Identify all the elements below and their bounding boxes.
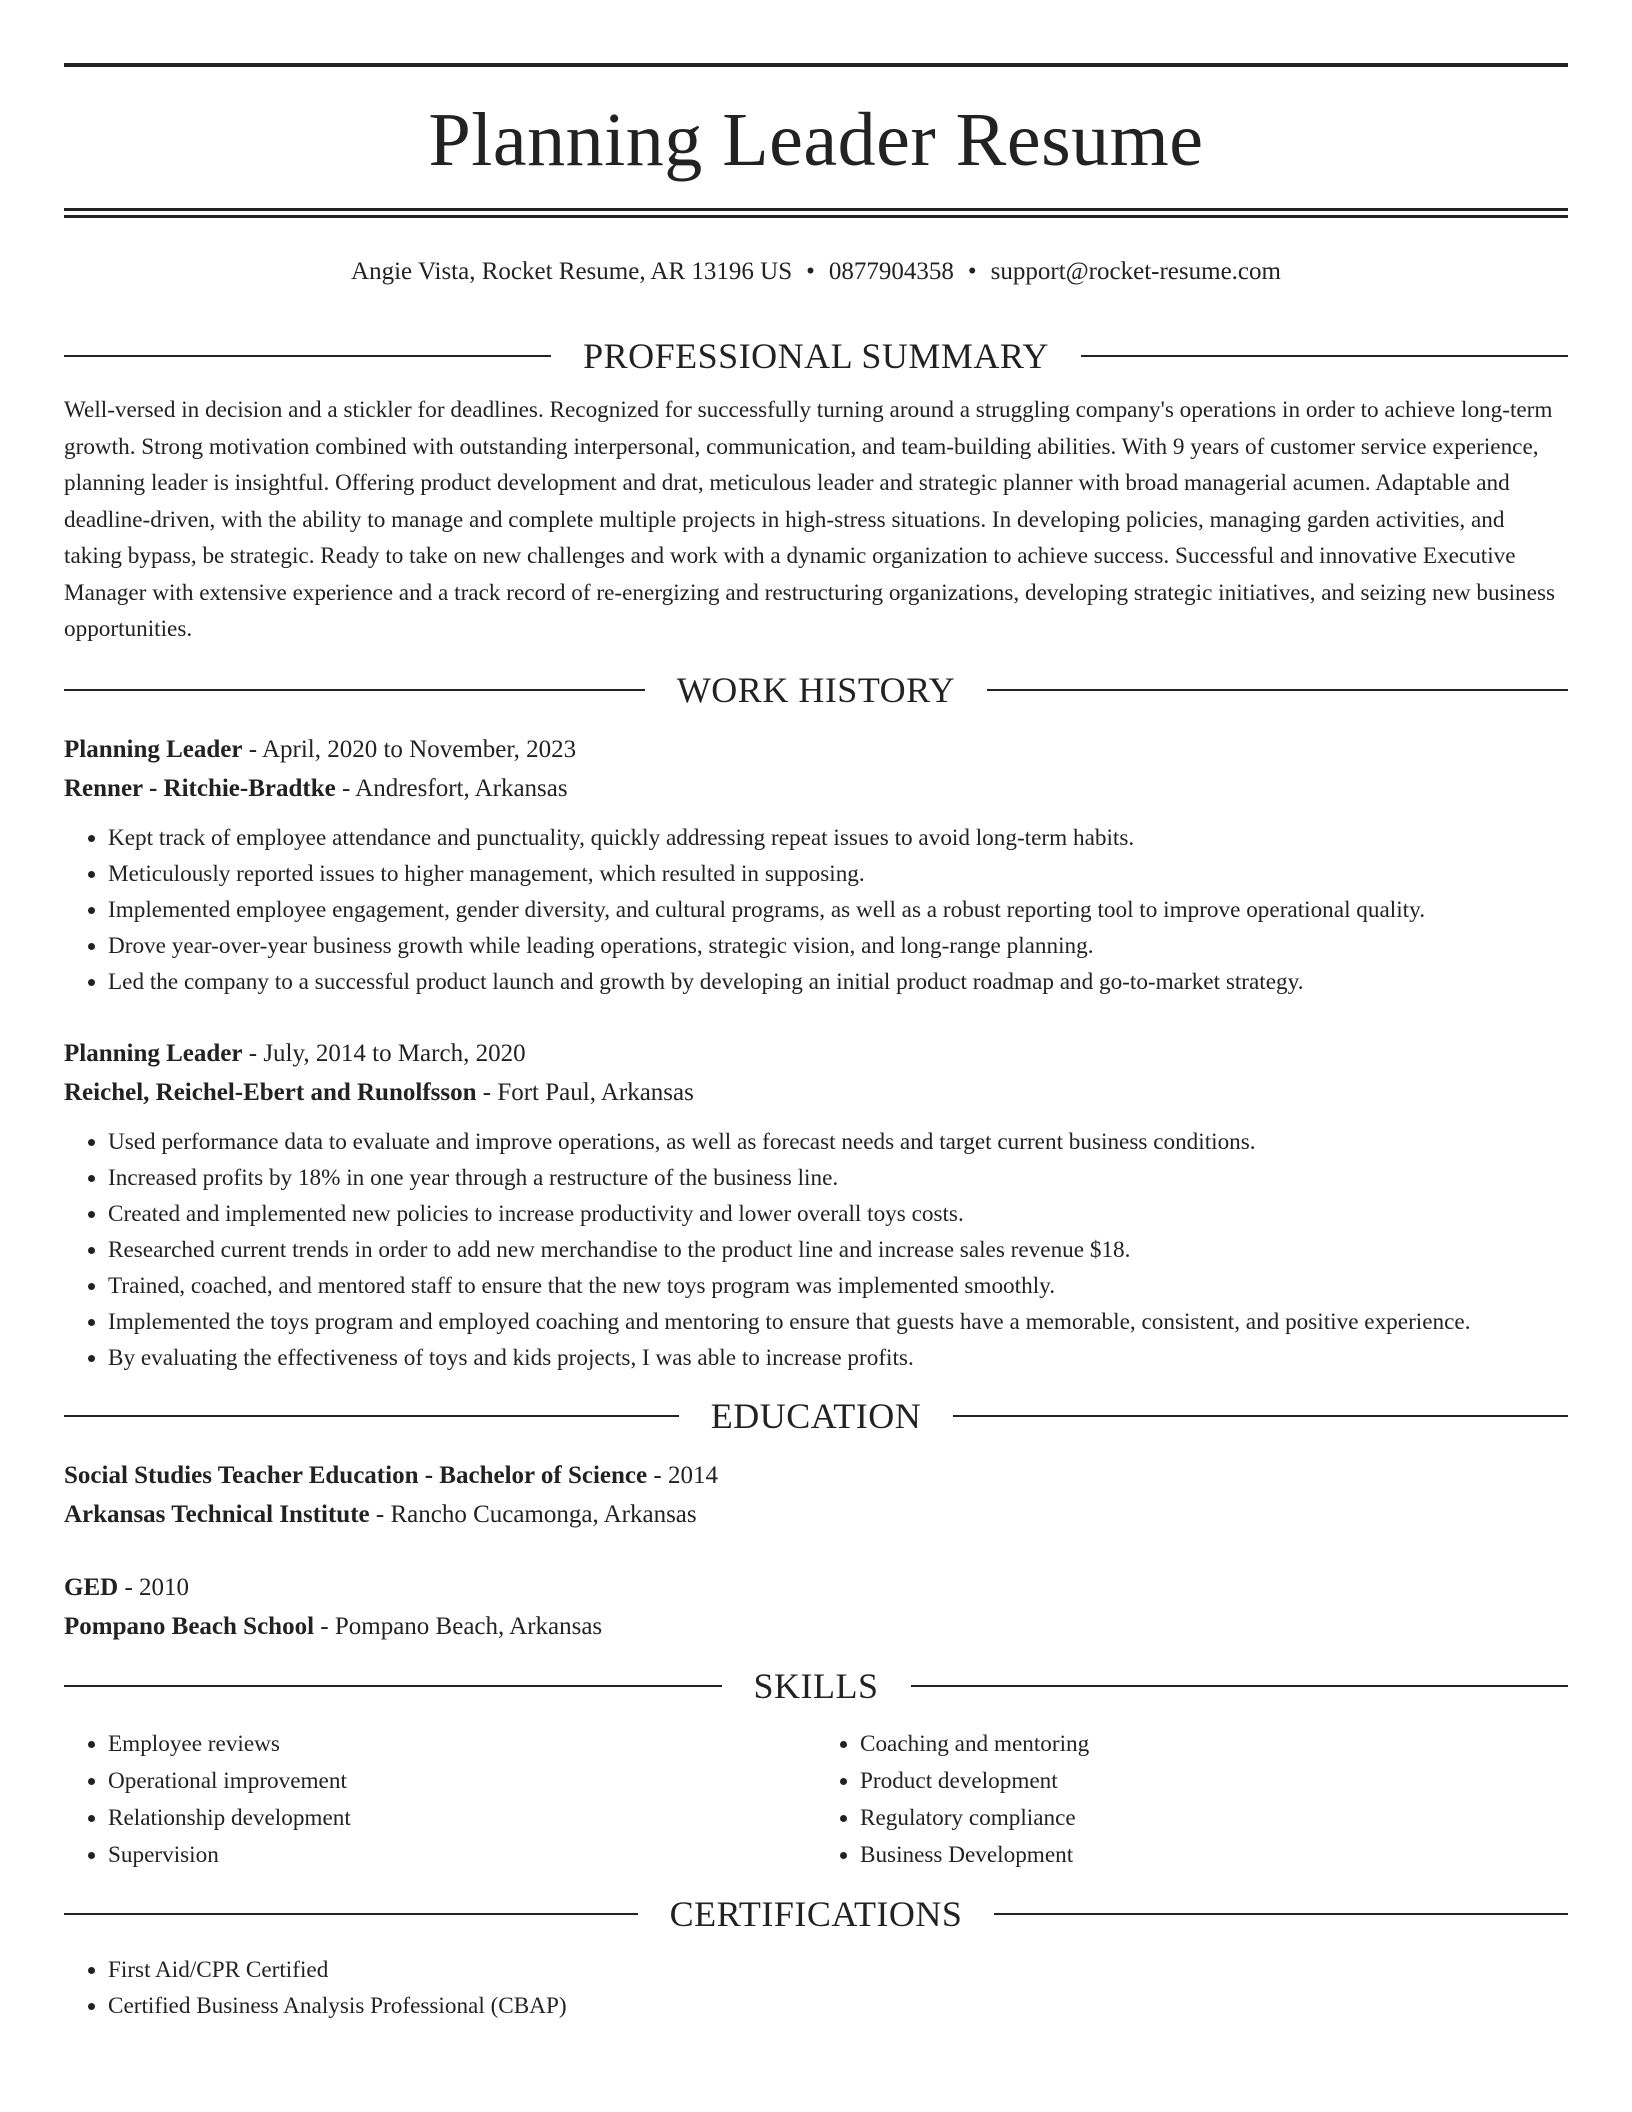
job-bullets (64, 1124, 1568, 1376)
entry-gap (64, 1534, 1568, 1568)
certifications-list (64, 1952, 1568, 2024)
heading-rule-right (987, 689, 1568, 691)
top-rule (64, 63, 1568, 67)
entry-gap (64, 1000, 1568, 1034)
education-school-line (64, 1607, 1568, 1646)
contact-email: support@rocket-resume.com (990, 258, 1281, 285)
job-location: - Fort Paul, Arkansas (476, 1078, 694, 1106)
education-heading-label: EDUCATION (710, 1395, 922, 1436)
job-title: Planning Leader (64, 1039, 243, 1067)
job-bullet: • Led the company to a successful product launch and growth by developing an initial product roadmap and go-to-market strategy. (108, 964, 1568, 1000)
contact-line (64, 254, 1568, 290)
education-degree-line (64, 1568, 1568, 1607)
work-heading-label: WORK HISTORY (676, 669, 956, 710)
job-title-line (64, 730, 1568, 769)
job-dates: - July, 2014 to March, 2020 (242, 1039, 526, 1067)
heading-rule-right (1081, 355, 1568, 357)
job-bullet: • Researched current trends in order to add new merchandise to the product line and increase sales revenue $18. (108, 1232, 1568, 1268)
skill-item: • Coaching and mentoring (860, 1726, 1568, 1763)
education-year: - 2014 (647, 1461, 718, 1489)
skill-item: • Operational improvement (108, 1763, 816, 1800)
section-gap (64, 1376, 1568, 1390)
section-gap (64, 1646, 1568, 1660)
heading-rule-right (994, 1913, 1568, 1915)
certifications-heading (64, 1888, 1568, 1940)
summary-heading-label: PROFESSIONAL SUMMARY (583, 336, 1049, 376)
job-bullet: • Drove year-over-year business growth while leading operations, strategic vision, and long-range planning. (108, 928, 1568, 964)
section-gap (64, 1874, 1568, 1888)
job-entry (64, 730, 1568, 1000)
heading-rule-left (64, 355, 551, 357)
education-entry (64, 1456, 1568, 1534)
job-location: - Andresfort, Arkansas (335, 774, 568, 802)
certification-item: • Certified Business Analysis Professional (CBAP) (108, 1988, 1568, 2024)
education-school: Arkansas Technical Institute (64, 1500, 370, 1528)
job-company-line (64, 1073, 1568, 1112)
skills-heading-label: SKILLS (753, 1665, 879, 1706)
certifications-heading-label: CERTIFICATIONS (669, 1893, 963, 1934)
skill-item: • Regulatory compliance (860, 1800, 1568, 1837)
heading-rule-left (64, 1913, 638, 1915)
education-degree: Social Studies Teacher Education - Bachelor of Science (64, 1461, 648, 1489)
job-bullet: • Kept track of employee attendance and punctuality, quickly addressing repeat issues to avoid long-term habits. (108, 820, 1568, 856)
title-rule-lower (64, 215, 1568, 218)
education-year: - 2010 (118, 1573, 190, 1601)
education-school: Pompano Beach School (64, 1612, 315, 1640)
skill-item: • Relationship development (108, 1800, 816, 1837)
education-location: - Rancho Cucamonga, Arkansas (369, 1500, 697, 1528)
skills-heading (64, 1660, 1568, 1712)
contact-separator: • (967, 258, 977, 285)
skill-item: • Product development (860, 1763, 1568, 1800)
job-bullet: • By evaluating the effectiveness of toys and kids projects, I was able to increase profits. (108, 1340, 1568, 1376)
education-entry (64, 1568, 1568, 1646)
heading-rule-right (953, 1415, 1568, 1417)
skill-item: • Employee reviews (108, 1726, 816, 1763)
heading-rule-left (64, 1415, 679, 1417)
skills-list-right (816, 1726, 1568, 1874)
contact-phone: 0877904358 (828, 258, 954, 285)
job-bullet: • Implemented employee engagement, gender diversity, and cultural programs, as well as a robust reporting tool to improve operational quality. (108, 892, 1568, 928)
certification-item: • First Aid/CPR Certified (108, 1952, 1568, 1988)
education-degree: GED (64, 1573, 119, 1601)
resume-content (64, 330, 1568, 2024)
page-title: Planning Leader Resume (428, 98, 1204, 182)
job-company: Renner - Ritchie-Bradtke (64, 774, 336, 802)
skill-item: • Business Development (860, 1837, 1568, 1874)
heading-rule-left (64, 689, 645, 691)
job-bullet: • Implemented the toys program and employed coaching and mentoring to ensure that guests have a memorable, consistent, and positive experience. (108, 1304, 1568, 1340)
job-bullet: • Trained, coached, and mentored staff to ensure that the new toys program was implemented smoothly. (108, 1268, 1568, 1304)
job-bullet: • Used performance data to evaluate and improve operations, as well as forecast needs and target current business conditions. (108, 1124, 1568, 1160)
heading-rule-right (911, 1685, 1569, 1687)
job-entry (64, 1034, 1568, 1376)
education-heading (64, 1390, 1568, 1442)
education-location: - Pompano Beach, Arkansas (314, 1612, 603, 1640)
job-bullet: • Created and implemented new policies to increase productivity and lower overall toys costs. (108, 1196, 1568, 1232)
job-dates: - April, 2020 to November, 2023 (242, 735, 577, 763)
contact-address: Angie Vista, Rocket Resume, AR 13196 US (351, 258, 793, 285)
job-title-line (64, 1034, 1568, 1073)
summary-heading (64, 330, 1568, 382)
job-company: Reichel, Reichel-Ebert and Runolfsson (64, 1078, 477, 1106)
job-bullet: • Meticulously reported issues to higher management, which resulted in supposing. (108, 856, 1568, 892)
skills-list-left (64, 1726, 816, 1874)
skills-columns (64, 1726, 1568, 1874)
summary-text: Well-versed in decision and a stickler for deadlines. Recognized for successfully turning around a struggling company's operations in order to achieve long-term growth. Strong motivation combined with outstanding interpersonal, communication, and team-building abilities. With 9 years of customer service experience, planning leader is insightful. Offering product development and drat, meticulous leader and strategic planner with broad managerial acumen. Adaptable and deadline-driven, with the ability to manage and complete multiple projects in high-stress situations. In developing policies, managing garden activities, and taking bypass, be strategic. Ready to take on new challenges and work with a dynamic organization to achieve success. Successful and innovative Executive Manager with extensive experience and a track record of re-energizing and restructuring organizations, developing strategic initiatives, and seizing new business opportunities. (64, 397, 1555, 642)
contact-separator: • (806, 258, 815, 285)
job-company-line (64, 769, 1568, 808)
title-rule-upper (64, 208, 1568, 211)
education-school-line (64, 1495, 1568, 1534)
work-heading (64, 664, 1568, 716)
job-title: Planning Leader (64, 735, 243, 763)
job-bullet: • Increased profits by 18% in one year through a restructure of the business line. (108, 1160, 1568, 1196)
education-degree-line (64, 1456, 1568, 1495)
skill-item: • Supervision (108, 1837, 816, 1874)
job-bullets (64, 820, 1568, 1000)
heading-rule-left (64, 1685, 722, 1687)
